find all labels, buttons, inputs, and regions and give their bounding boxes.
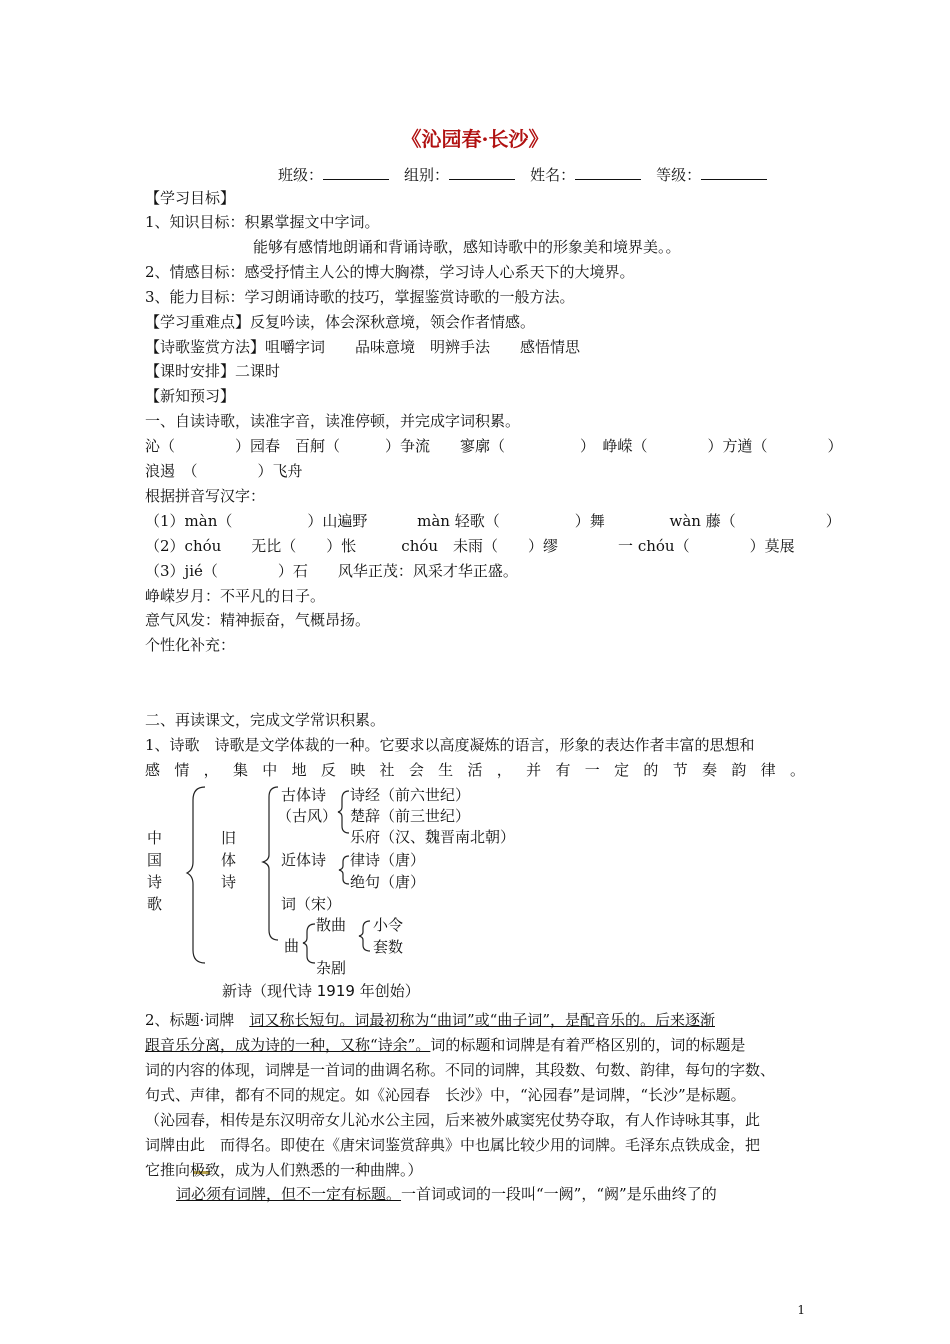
diagram-ci: 词（宋） (281, 895, 342, 913)
cipai-line-2 (145, 1035, 745, 1055)
task-one: 一、自读诗歌，读准字音，读准停顿，并完成字词积累。 (145, 412, 521, 430)
diagram-chuci: 楚辞（前三世纪） (350, 807, 471, 825)
word-list-1: 沁（ ）园春 百舸（ ）争流 寥廓（ ） 峥嵘（ ）方遒（ ） (145, 437, 843, 455)
word-list-2: 浪遏 （ ）飞舟 (145, 462, 303, 480)
key-points: 【学习重难点】反复吟读，体会深秋意境，领会作者情感。 (145, 313, 536, 331)
diagram-yuefu: 乐府（汉、魏晋南北朝） (350, 828, 516, 846)
schedule: 【课时安排】二课时 (145, 362, 281, 380)
diagram-xiaoling: 小令 (373, 916, 404, 934)
objective-knowledge-2: 能够有感情地朗诵和背诵诗歌，感知诗歌中的形象美和境界美。。 (253, 238, 681, 256)
diagram-lushi: 律诗（唐） (350, 851, 426, 869)
pinyin-heading: 根据拼音写汉字： (145, 487, 266, 505)
diagram-ancient: 古体诗 (281, 786, 327, 804)
diagram-zaju: 杂剧 (316, 959, 347, 977)
diagram-sanqu: 散曲 (316, 916, 347, 934)
cipai-line-1 (145, 1010, 715, 1030)
cipai-line-4: 句式、声律，都有不同的规定。如《沁园春 长沙》中，“沁园春”是词牌，“长沙”是标题。 (145, 1086, 746, 1104)
pinyin-1: （1）màn（ ）山遍野 màn 轻歌（ ）舞 wàn 藤（ ） (145, 512, 841, 530)
bracket-old (263, 787, 278, 940)
cipai-lead: 2、标题·词牌 (145, 1011, 250, 1029)
name-label: 姓名： (530, 166, 576, 184)
bracket-modern (339, 856, 349, 884)
diagram-root: 中 国 诗 歌 (147, 829, 163, 913)
cipai-line-6: 词牌由此 而得名。即使在《唐宋词鉴赏辞典》中也属比较少用的词牌。毛泽东点铁成金，把 (145, 1136, 761, 1154)
cipai-line-7: 它推向极致，成为人们熟悉的一种曲牌。） (145, 1161, 423, 1179)
diagram-shijing: 诗经（前六世纪） (350, 786, 471, 804)
cipai-line-3: 词的内容的体现，词牌是一首词的曲调名称。不同的词牌，其段数、句数、韵律，每句的字数、 (145, 1061, 776, 1079)
diagram-modern-style: 近体诗 (281, 851, 327, 869)
poem-definition-a: 1、诗歌 诗歌是文学体裁的一种。它要求以高度凝炼的语言，形象的表达作者丰富的思想和 (145, 736, 755, 754)
cipai-underlined-1: 词又称长短句。词最初称为“曲词”或“曲子词”，是配音乐的。后来逐渐 (249, 1011, 715, 1029)
objective-emotion: 2、情感目标：感受抒情主人公的博大胸襟，学习诗人心系天下的大境界。 (145, 263, 635, 281)
bracket-ancient (338, 791, 349, 833)
page-title: 《沁园春·长沙》 (401, 127, 549, 151)
pinyin-3: （3）jié（ ）石 风华正茂：风采才华正盛。 (145, 562, 518, 580)
page-number: 1 (797, 1303, 805, 1317)
cipai-underlined-8: 词必须有词牌，但不一定有标题。 (176, 1185, 402, 1203)
definition-1: 峥嵘岁月：不平凡的日子。 (145, 587, 326, 605)
appreciation-method: 【诗歌鉴赏方法】咀嚼字词 品味意境 明辨手法 感悟情思 (145, 338, 581, 356)
diagram-taoshu: 套数 (373, 938, 404, 956)
cipai-line-8 (176, 1184, 717, 1204)
diagram-old-style: 旧 体 诗 (221, 829, 237, 891)
poem-definition-b: 感情，集中地反映社会生活，并有一定的节奏韵律。 (145, 761, 805, 779)
grade-label: 等级： (656, 166, 702, 184)
diagram-jueju: 绝句（唐） (350, 873, 426, 891)
task-two: 二、再读课文，完成文学常识积累。 (145, 711, 386, 729)
definition-2: 意气风发：精神振奋，气概昂扬。 (145, 611, 371, 629)
objective-ability: 3、能力目标：学习朗诵诗歌的技巧，掌握鉴赏诗歌的一般方法。 (145, 288, 575, 306)
objective-knowledge: 1、知识目标：积累掌握文中字词。 (145, 213, 380, 231)
preview-heading: 【新知预习】 (145, 387, 236, 405)
personal-supplement: 个性化补充： (145, 636, 236, 654)
cipai-line-5: （沁园春，相传是东汉明帝女儿沁水公主园，后来被外戚窦宪仗势夺取，有人作诗咏其事，此 (145, 1111, 761, 1129)
diagram-xinshi: 新诗（现代诗 1919 年创始） (222, 982, 420, 1000)
diagram-qu: 曲 (284, 937, 300, 955)
cipai-underlined-2: 跟音乐分离，成为诗的一种，又称“诗余”。 (145, 1036, 431, 1054)
cipai-text-8: 一首词或词的一段叫“一阙”，“阙”是乐曲终了的 (401, 1185, 717, 1203)
cipai-text-2: 词的标题和词牌是有着严格区别的，词的标题是 (430, 1036, 746, 1054)
objectives-heading: 【学习目标】 (145, 189, 236, 207)
group-label: 组别： (404, 166, 450, 184)
diagram-ancient-alt: （古风） (277, 807, 338, 825)
bracket-main (187, 787, 205, 963)
pinyin-2: （2）chóu 无比（ ）怅 chóu 未雨（ ）缪 一 chóu（ ）莫展 (145, 537, 795, 555)
class-label: 班级： (278, 166, 324, 184)
bracket-qu (303, 924, 315, 963)
bracket-sanqu (359, 921, 370, 951)
